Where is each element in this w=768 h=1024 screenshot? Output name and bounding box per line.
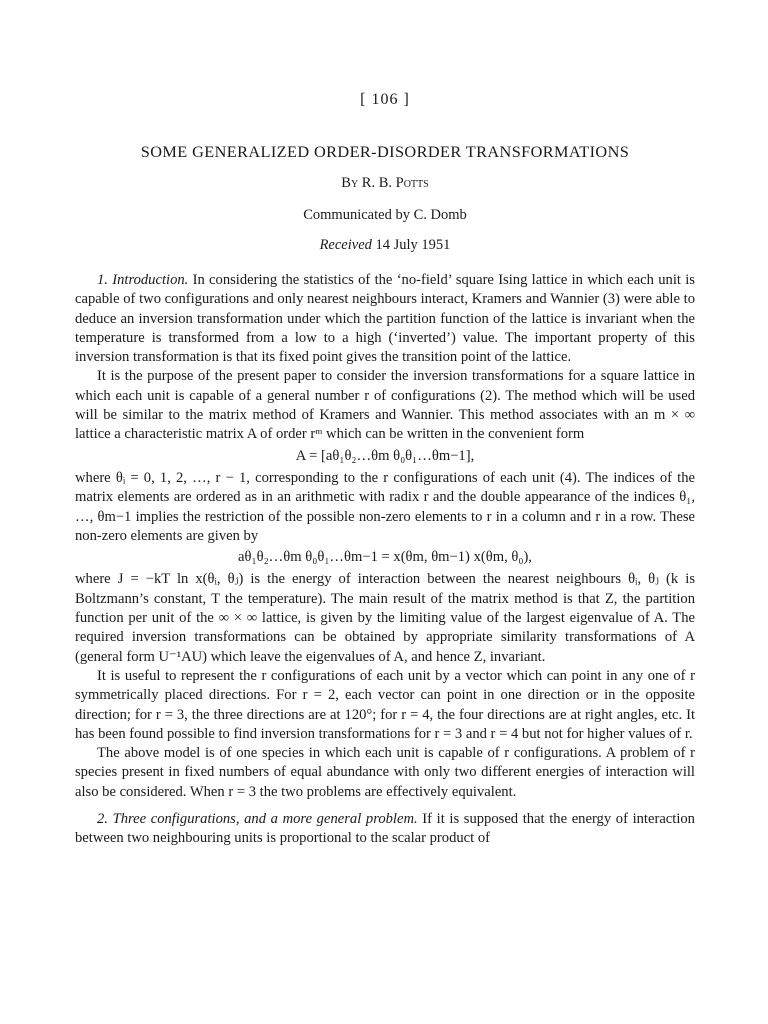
- equation-2: aθ₁θ₂…θm θ₀θ₁…θm−1 = x(θm, θm−1) x(θm, θ₀),: [238, 549, 532, 566]
- author-line: By R. B. Potts: [341, 175, 429, 191]
- section-1-paragraph-4: where J = −kT ln x(θᵢ, θⱼ) is the energy of interaction between the nearest neighbours θᵢ, θⱼ (k is Boltzmann’s constant, T the temperature). The main result of the matrix method is that Z, the partition function per unit of the ∞ × ∞ lattice, is given by the limiting value of the largest eigenvalue of A. The required inversion transformations can be obtained by appropriate similarity transformations of A (general form U⁻¹AU) which leave the eigenvalues of A, and hence Z, invariant.: [75, 571, 695, 665]
- paper-body: [75, 271, 695, 849]
- section-1-paragraph-1-text: In considering the statistics of the ‘no-field’ square Ising lattice in which each unit is capable of two configurations and only nearest neighbours interact, Kramers and Wannier (3) were able to deduce an inversion transformation under which the partition function of the lattice is invariant when the temperature is transformed from a low to a high (‘inverted’) value. The important property of this inversion transformation is that its fixed point gives the transition point of the lattice.: [75, 272, 695, 366]
- section-2-paragraph-1-text: If it is supposed that the energy of interaction between two neighbouring units is proportional to the scalar product of: [75, 811, 695, 847]
- section-1-heading: 1. Introduction.: [97, 272, 189, 288]
- communicated-line: Communicated by C. Domb: [303, 207, 467, 223]
- section-2-paragraph-1: [75, 810, 695, 849]
- paper-title: SOME GENERALIZED ORDER-DISORDER TRANSFORMATIONS: [140, 142, 630, 161]
- section-1-paragraph-5: It is useful to represent the r configurations of each unit by a vector which can point in any one of r symmetrically placed directions. For r = 2, each vector can point in one direction or in the opposite direction; for r = 3, the three directions are at 120°; for r = 4, the four directions are at right angles, etc. It has been found possible to find inversion transformations for r = 3 and r = 4 but not for higher values of r.: [75, 667, 695, 742]
- section-1-paragraph-3: where θᵢ = 0, 1, 2, …, r − 1, corresponding to the r configurations of each unit (4). The indices of the matrix elements are ordered as in an arithmetic with radix r and the double appearance of the indices θ₁, …, θm−1 implies the restriction of the possible non-zero elements to r in a column and r in a row. These non-zero elements are given by: [75, 469, 695, 544]
- received-label: Received: [319, 237, 372, 253]
- section-1-paragraph-6: The above model is of one species in which each unit is capable of r configurations. A problem of r species present in fixed numbers of equal abundance with only two different energies of interaction will also be considered. When r = 3 the two problems are effectively equivalent.: [75, 745, 695, 800]
- received-line: [75, 236, 695, 255]
- equation-1: A = [aθ₁θ₂…θm θ₀θ₁…θm−1],: [295, 447, 475, 464]
- section-2-heading: 2. Three configurations, and a more general problem.: [97, 811, 418, 828]
- page-number: [ 106 ]: [360, 91, 410, 108]
- section-1-paragraph-1: [75, 271, 695, 367]
- received-date: 14 July 1951: [375, 237, 451, 253]
- section-1-paragraph-2: It is the purpose of the present paper to consider the inversion transformations for a square lattice in which each unit is capable of a general number r of configurations (2). The method which will be used will be similar to the matrix method of Kramers and Wannier. This method associates with an m × ∞ lattice a characteristic matrix A of order rᵐ which can be written in the convenient form: [75, 368, 695, 443]
